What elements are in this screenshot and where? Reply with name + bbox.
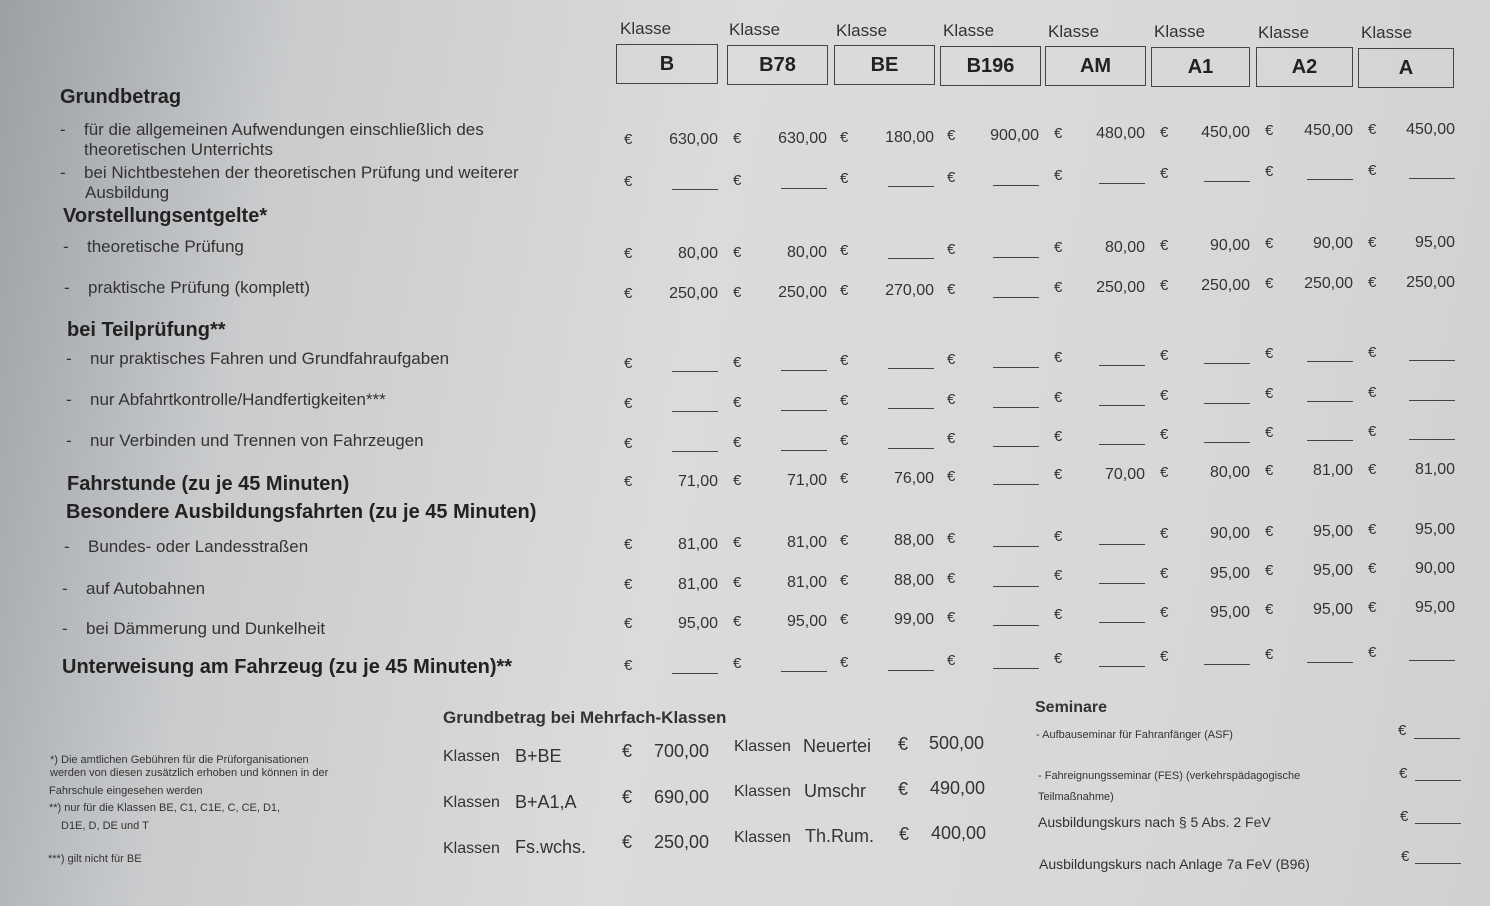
price-blank: [781, 670, 827, 672]
currency-sign: €: [733, 353, 742, 371]
mehrfach-currency: €: [622, 832, 633, 852]
price-blank: [993, 184, 1039, 186]
item-allgemein-line2: theoretischen Unterrichts: [84, 140, 273, 159]
price-value: 76,00: [893, 470, 934, 488]
currency-sign: €: [1160, 464, 1169, 482]
price-blank: [1099, 582, 1145, 584]
price-value: 71,00: [786, 471, 827, 489]
price-value: 250,00: [1201, 277, 1250, 295]
price-value: 95,00: [1414, 598, 1455, 616]
item-bundes-label: Bundes- oder Landesstraßen: [88, 537, 309, 556]
seminar-currency: €: [1399, 765, 1408, 782]
item-praxis: - praktische Prüfung (komplett): [64, 278, 311, 297]
currency-sign: €: [624, 131, 633, 148]
price-blank: [1307, 360, 1353, 362]
class-box-b: B: [616, 44, 718, 84]
currency-sign: €: [1160, 347, 1169, 365]
price-blank: [993, 667, 1039, 669]
item-allgemein-line1: für die allgemeinen Aufwendungen einschließlich des: [84, 120, 484, 139]
price-value: 95,00: [1414, 520, 1455, 538]
price-value: 95,00: [1209, 603, 1250, 621]
price-value: 80,00: [1209, 464, 1250, 482]
price-value: 81,00: [677, 576, 718, 593]
currency-sign: €: [1160, 564, 1169, 582]
item-autobahn: - auf Autobahnen: [62, 579, 206, 598]
price-blank: [888, 407, 934, 409]
item-autobahn-label: auf Autobahnen: [86, 579, 206, 598]
price-blank: [888, 257, 934, 259]
price-blank: [993, 585, 1039, 587]
mehrfach-currency: €: [622, 741, 633, 761]
class-label: Klasse: [836, 21, 888, 40]
price-value: 250,00: [1304, 275, 1353, 293]
currency-sign: €: [1054, 606, 1063, 623]
mehrfach-left-name: B+BE: [515, 746, 562, 766]
item-bundes: - Bundes- oder Landesstraßen: [64, 537, 309, 556]
currency-sign: €: [1054, 649, 1063, 667]
currency-sign: €: [1054, 428, 1063, 446]
seminar-blank: [1415, 780, 1461, 781]
price-value: 270,00: [885, 282, 934, 300]
price-blank: [1099, 364, 1145, 366]
price-blank: [781, 409, 827, 411]
item-theorie-label: theoretische Prüfung: [87, 237, 244, 256]
currency-sign: €: [947, 390, 956, 408]
price-value: 95,00: [786, 613, 827, 630]
currency-sign: €: [1265, 275, 1274, 293]
class-box-a1: A1: [1151, 47, 1250, 87]
currency-sign: €: [1160, 277, 1169, 295]
currency-sign: €: [1368, 233, 1377, 251]
price-blank: [1307, 400, 1353, 402]
mehrfach-right-value: 490,00: [930, 778, 986, 798]
section-vorstellung: Vorstellungsentgelte*: [63, 205, 268, 227]
price-value: 250,00: [669, 285, 718, 302]
price-value: 95,00: [1414, 233, 1455, 251]
currency-sign: €: [1054, 238, 1063, 256]
class-box-am: AM: [1045, 46, 1146, 86]
section-besondere: Besondere Ausbildungsfahrten (zu je 45 Minuten): [66, 501, 537, 523]
price-blank: [993, 483, 1039, 485]
currency-sign: €: [733, 534, 742, 552]
currency-sign: €: [840, 432, 849, 450]
footnote-3: ***) gilt nicht für BE: [48, 853, 142, 865]
price-value: 95,00: [1312, 522, 1353, 540]
price-value: 88,00: [893, 572, 934, 589]
mehrfach-right-value: 500,00: [929, 733, 985, 753]
footnote-2-line1: **) nur für die Klassen BE, C1, C1E, C, CE, D1,: [49, 802, 281, 814]
item-praxis-label: praktische Prüfung (komplett): [88, 278, 311, 297]
mehrfach-currency: €: [899, 824, 910, 844]
item-daemmerung: - bei Dämmerung und Dunkelheit: [62, 619, 326, 638]
mehrfach-right-value: 400,00: [931, 823, 987, 843]
mehrfach-right-name: Umschr: [804, 781, 866, 801]
price-blank: [888, 367, 934, 369]
price-blank: [1409, 438, 1455, 440]
price-value: 81,00: [1312, 462, 1353, 480]
price-value: 630,00: [778, 129, 827, 147]
price-blank: [1307, 661, 1353, 663]
item-daemmerung-label: bei Dämmerung und Dunkelheit: [86, 619, 326, 638]
currency-sign: €: [1054, 125, 1063, 143]
class-box-be: BE: [834, 45, 935, 85]
seminar-blank: [1415, 863, 1461, 864]
mehrfach-right-name: Neuertei: [803, 736, 872, 756]
mehrfach-klassen-label: Klassen: [443, 748, 500, 765]
currency-sign: €: [1265, 601, 1274, 618]
price-value: 95,00: [1209, 564, 1250, 582]
class-label: Klasse: [1258, 23, 1310, 42]
price-value: 81,00: [677, 536, 718, 553]
currency-sign: €: [1265, 385, 1274, 403]
currency-sign: €: [1368, 520, 1377, 538]
item-nur-abfahrt: - nur Abfahrtkontrolle/Handfertigkeiten***: [66, 390, 386, 409]
mehrfach-left-value: 690,00: [654, 787, 710, 807]
currency-sign: €: [624, 285, 633, 302]
currency-sign: €: [1265, 235, 1274, 253]
price-blank: [1409, 177, 1455, 179]
price-value: 90,00: [1209, 525, 1250, 543]
price-blank: [1409, 399, 1455, 401]
item-nur-abfahrt-label: nur Abfahrtkontrolle/Handfertigkeiten***: [90, 390, 386, 409]
currency-sign: €: [1265, 122, 1274, 140]
currency-sign: €: [947, 127, 956, 145]
price-blank: [1307, 439, 1353, 441]
currency-sign: €: [1160, 123, 1169, 141]
currency-sign: €: [1160, 647, 1169, 665]
currency-sign: €: [947, 280, 956, 298]
price-value: 90,00: [1312, 235, 1353, 253]
item-nur-fahren: - nur praktisches Fahren und Grundfahraufgaben: [66, 349, 450, 368]
price-blank: [1409, 359, 1455, 361]
currency-sign: €: [840, 352, 849, 370]
currency-sign: €: [1160, 525, 1169, 543]
price-value: 70,00: [1104, 466, 1145, 484]
price-blank: [1099, 665, 1145, 667]
currency-sign: €: [1054, 348, 1063, 366]
seminar-fes-line1: - Fahreignungsseminar (FES) (verkehrspädagogische: [1038, 770, 1301, 782]
currency-sign: €: [947, 240, 956, 258]
currency-sign: €: [1265, 424, 1274, 442]
seminar-blank: [1414, 738, 1460, 739]
mehrfach-left-name: Fs.wchs.: [515, 837, 587, 857]
item-nur-fahren-label: nur praktisches Fahren und Grundfahraufgaben: [90, 349, 450, 368]
currency-sign: €: [1265, 645, 1274, 663]
currency-sign: €: [1368, 161, 1377, 179]
section-unterweisung: Unterweisung am Fahrzeug (zu je 45 Minuten)**: [62, 656, 513, 678]
currency-sign: €: [733, 655, 742, 673]
mehrfach-left-value: 250,00: [654, 832, 710, 852]
price-value: 95,00: [1312, 562, 1353, 579]
mehrfach-left-name: B+A1,A: [515, 792, 577, 812]
currency-sign: €: [1054, 166, 1063, 184]
price-blank: [1204, 441, 1250, 443]
currency-sign: €: [624, 615, 633, 632]
currency-sign: €: [733, 574, 742, 591]
currency-sign: €: [1054, 527, 1063, 545]
currency-sign: €: [1368, 643, 1377, 661]
seminar-asf: - Aufbauseminar für Fahranfänger (ASF): [1036, 729, 1233, 741]
price-blank: [993, 296, 1039, 298]
price-value: 250,00: [1406, 273, 1455, 291]
mehrfach-currency: €: [622, 787, 633, 807]
price-value: 99,00: [893, 611, 934, 628]
price-blank: [1099, 404, 1145, 406]
price-blank: [1099, 621, 1145, 623]
price-blank: [993, 445, 1039, 447]
seminar-kurs7a: Ausbildungskurs nach Anlage 7a FeV (B96): [1039, 856, 1310, 872]
price-value: 95,00: [1312, 601, 1353, 618]
currency-sign: €: [1368, 120, 1377, 138]
price-blank: [781, 187, 827, 189]
price-value: 81,00: [1414, 460, 1455, 478]
currency-sign: €: [1368, 273, 1377, 291]
price-blank: [1204, 402, 1250, 404]
price-blank: [1204, 362, 1250, 364]
currency-sign: €: [1054, 567, 1063, 584]
currency-sign: €: [624, 473, 633, 490]
price-value: 250,00: [1096, 278, 1145, 296]
currency-sign: €: [947, 651, 956, 669]
price-blank: [993, 366, 1039, 368]
currency-sign: €: [840, 572, 849, 589]
currency-sign: €: [947, 569, 956, 587]
footnote-1-line1: *) Die amtlichen Gebühren für die Prüforganisationen: [50, 754, 309, 766]
currency-sign: €: [1368, 343, 1377, 361]
currency-sign: €: [733, 393, 742, 411]
mehrfach-title: Grundbetrag bei Mehrfach-Klassen: [443, 708, 727, 727]
currency-sign: €: [840, 282, 849, 300]
currency-sign: €: [733, 613, 742, 630]
price-blank: [993, 256, 1039, 258]
class-box-b78: B78: [727, 45, 828, 85]
currency-sign: €: [1160, 426, 1169, 444]
currency-sign: €: [1265, 562, 1274, 579]
mehrfach-currency: €: [898, 779, 909, 799]
footnote-1-line2: werden von diesen zusätzlich erhoben und können in der: [50, 767, 329, 779]
price-value: 450,00: [1304, 122, 1353, 140]
seminar-currency: €: [1398, 722, 1407, 739]
currency-sign: €: [1265, 522, 1274, 540]
price-blank: [1409, 659, 1455, 661]
item-nichtbestehen: - bei Nichtbestehen der theoretischen Prüfung und weiterer: [60, 163, 519, 182]
currency-sign: €: [733, 171, 742, 189]
class-box-a2: A2: [1256, 47, 1353, 87]
price-value: 180,00: [885, 128, 934, 146]
class-box-a: A: [1358, 48, 1454, 88]
currency-sign: €: [947, 468, 956, 486]
currency-sign: €: [624, 245, 633, 262]
price-blank: [672, 672, 718, 674]
currency-sign: €: [624, 657, 633, 674]
price-value: 450,00: [1406, 120, 1455, 138]
class-box-b196: B196: [940, 46, 1041, 86]
mehrfach-klassen-label: Klassen: [734, 829, 791, 846]
item-nur-verbinden-label: nur Verbinden und Trennen von Fahrzeugen: [90, 431, 424, 450]
currency-sign: €: [1265, 163, 1274, 181]
currency-sign: €: [840, 532, 849, 550]
currency-sign: €: [624, 355, 633, 372]
currency-sign: €: [947, 430, 956, 448]
price-blank: [672, 450, 718, 452]
currency-sign: €: [624, 536, 633, 553]
currency-sign: €: [1160, 387, 1169, 405]
price-blank: [1204, 663, 1250, 665]
price-value: 81,00: [786, 574, 827, 591]
price-blank: [888, 447, 934, 449]
currency-sign: €: [1368, 460, 1377, 478]
class-label: Klasse: [1361, 23, 1413, 42]
seminare-title: Seminare: [1035, 699, 1108, 716]
currency-sign: €: [1054, 466, 1063, 484]
currency-sign: €: [1368, 383, 1377, 401]
price-value: 630,00: [669, 131, 718, 148]
price-value: 80,00: [677, 245, 718, 262]
seminar-currency: €: [1401, 848, 1410, 865]
currency-sign: €: [1368, 422, 1377, 440]
currency-sign: €: [1160, 237, 1169, 255]
section-fahrstunde: Fahrstunde (zu je 45 Minuten): [67, 473, 350, 495]
price-blank: [1099, 543, 1145, 545]
currency-sign: €: [624, 435, 633, 452]
currency-sign: €: [1368, 559, 1377, 577]
price-value: 88,00: [893, 532, 934, 550]
currency-sign: €: [840, 653, 849, 671]
currency-sign: €: [624, 173, 633, 190]
item-nur-verbinden: - nur Verbinden und Trennen von Fahrzeugen: [66, 431, 424, 450]
price-blank: [781, 369, 827, 371]
class-label: Klasse: [620, 19, 672, 38]
currency-sign: €: [1160, 165, 1169, 183]
currency-sign: €: [733, 433, 742, 451]
mehrfach-klassen-label: Klassen: [734, 783, 791, 800]
price-value: 80,00: [786, 243, 827, 261]
currency-sign: €: [947, 168, 956, 186]
seminar-currency: €: [1400, 808, 1409, 825]
item-allgemein: - für die allgemeinen Aufwendungen einschließlich des: [60, 120, 484, 139]
price-blank: [1204, 180, 1250, 182]
currency-sign: €: [1160, 603, 1169, 621]
seminar-fes-line2: Teilmaßnahme): [1038, 791, 1114, 803]
currency-sign: €: [1054, 388, 1063, 406]
currency-sign: €: [1265, 345, 1274, 363]
price-blank: [888, 669, 934, 671]
currency-sign: €: [733, 243, 742, 261]
price-blank: [993, 545, 1039, 547]
mehrfach-right-name: Th.Rum.: [805, 826, 875, 846]
price-blank: [781, 449, 827, 451]
price-blank: [672, 188, 718, 190]
item-theorie: - theoretische Prüfung: [63, 237, 244, 256]
currency-sign: €: [840, 470, 849, 488]
currency-sign: €: [624, 576, 633, 593]
price-blank: [1099, 443, 1145, 445]
price-value: 450,00: [1201, 123, 1250, 141]
price-blank: [1099, 182, 1145, 184]
price-blank: [888, 185, 934, 187]
currency-sign: €: [1368, 598, 1377, 616]
section-teilpruefung: bei Teilprüfung**: [67, 319, 226, 341]
mehrfach-klassen-label: Klassen: [443, 840, 500, 857]
currency-sign: €: [733, 471, 742, 489]
currency-sign: €: [624, 395, 633, 412]
price-value: 80,00: [1104, 238, 1145, 256]
mehrfach-currency: €: [898, 734, 909, 754]
price-blank: [1307, 178, 1353, 180]
item-nichtbestehen-line2: Ausbildung: [85, 183, 170, 202]
price-value: 250,00: [778, 283, 827, 301]
footnote-2-line2: D1E, D, DE und T: [61, 820, 149, 832]
price-blank: [993, 624, 1039, 626]
price-value: 900,00: [990, 127, 1039, 145]
currency-sign: €: [840, 611, 849, 628]
currency-sign: €: [733, 129, 742, 147]
currency-sign: €: [733, 283, 742, 301]
currency-sign: €: [947, 350, 956, 368]
currency-sign: €: [840, 392, 849, 410]
class-label: Klasse: [729, 20, 781, 39]
class-label: Klasse: [1048, 22, 1100, 41]
price-value: 71,00: [677, 473, 718, 490]
currency-sign: €: [1054, 278, 1063, 296]
seminar-blank: [1415, 823, 1461, 824]
currency-sign: €: [840, 128, 849, 146]
class-label: Klasse: [943, 21, 995, 40]
price-value: 90,00: [1209, 237, 1250, 255]
class-label: Klasse: [1154, 22, 1206, 41]
currency-sign: €: [947, 608, 956, 626]
footnote-1-line3: Fahrschule eingesehen werden: [49, 785, 203, 797]
price-value: 90,00: [1414, 559, 1455, 577]
price-value: 480,00: [1096, 125, 1145, 143]
price-value: 81,00: [786, 534, 827, 552]
mehrfach-left-value: 700,00: [654, 741, 710, 761]
currency-sign: €: [840, 242, 849, 260]
currency-sign: €: [947, 529, 956, 547]
section-grundbetrag: Grundbetrag: [60, 86, 182, 108]
price-blank: [993, 406, 1039, 408]
currency-sign: €: [840, 170, 849, 188]
seminar-kurs5: Ausbildungskurs nach § 5 Abs. 2 FeV: [1038, 814, 1271, 830]
price-blank: [672, 370, 718, 372]
mehrfach-klassen-label: Klassen: [734, 738, 791, 755]
mehrfach-klassen-label: Klassen: [443, 794, 500, 811]
item-nichtbestehen-line1: bei Nichtbestehen der theoretischen Prüfung und weiterer: [84, 163, 519, 182]
price-value: 95,00: [677, 615, 718, 632]
price-blank: [672, 410, 718, 412]
currency-sign: €: [1265, 462, 1274, 480]
